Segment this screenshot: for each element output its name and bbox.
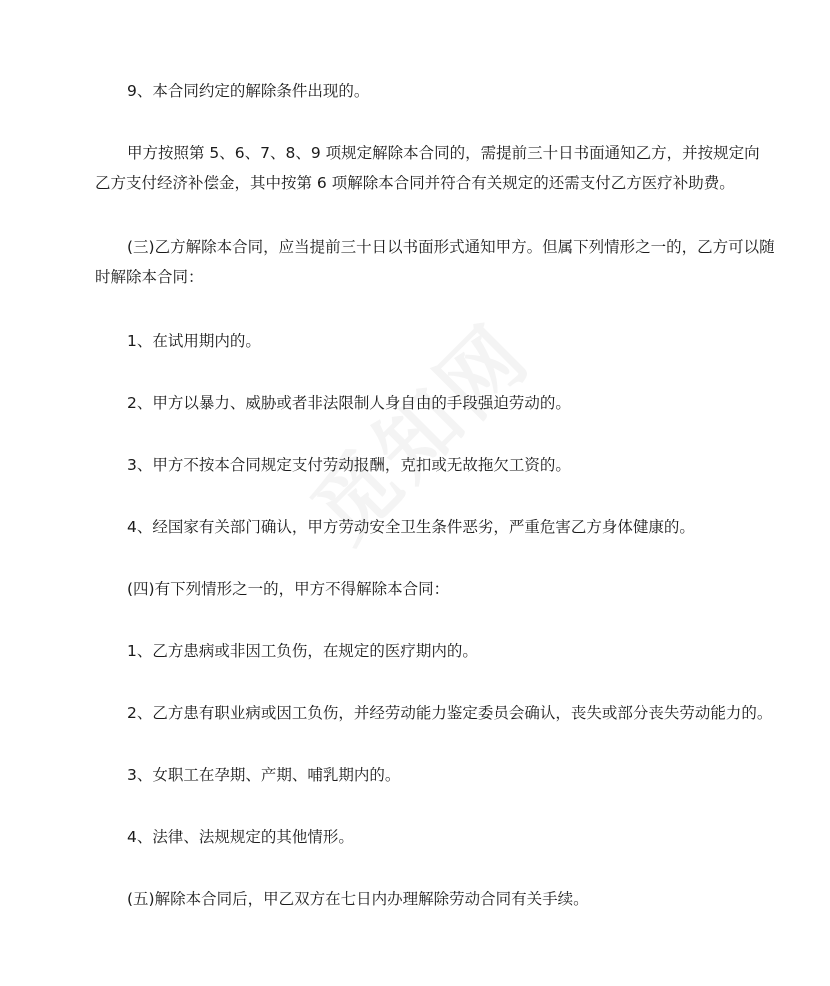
paragraph-section-5: (五)解除本合同后，甲乙双方在七日内办理解除劳动合同有关手续。 xyxy=(127,890,589,908)
paragraph-section-4-item-1: 1、乙方患病或非因工负伤，在规定的医疗期内的。 xyxy=(127,642,478,660)
paragraph-section-3-item-4: 4、经国家有关部门确认，甲方劳动安全卫生条件恶劣，严重危害乙方身体健康的。 xyxy=(127,518,695,536)
paragraph-section-4-item-4: 4、法律、法规规定的其他情形。 xyxy=(127,828,354,846)
paragraph-section-3-item-3: 3、甲方不按本合同规定支付劳动报酬，克扣或无故拖欠工资的。 xyxy=(127,456,571,474)
paragraph-section-4-heading: (四)有下列情形之一的，甲方不得解除本合同： xyxy=(127,580,450,598)
paragraph-item-9: 9、本合同约定的解除条件出现的。 xyxy=(127,82,370,100)
paragraph-section-3-item-1: 1、在试用期内的。 xyxy=(127,332,261,350)
paragraph-section-4-item-2: 2、乙方患有职业病或因工负伤，并经劳动能力鉴定委员会确认，丧失或部分丧失劳动能力的。 xyxy=(127,704,773,722)
paragraph-section-3-heading: (三)乙方解除本合同，应当提前三十日以书面形式通知甲方。但属下列情形之一的，乙方可以随时解除本合同： xyxy=(95,238,775,286)
paragraph-section-3-item-2: 2、甲方以暴力、威胁或者非法限制人身自由的手段强迫劳动的。 xyxy=(127,394,571,412)
paragraph-section-4-item-3: 3、女职工在孕期、产期、哺乳期内的。 xyxy=(127,766,401,784)
paragraph-termination-notice: 甲方按照第 5、6、7、8、9 项规定解除本合同的，需提前三十日书面通知乙方，并按规定向乙方支付经济补偿金，其中按第 6 项解除本合同并符合有关规定的还需支付乙方医疗补助费。 xyxy=(95,144,760,192)
